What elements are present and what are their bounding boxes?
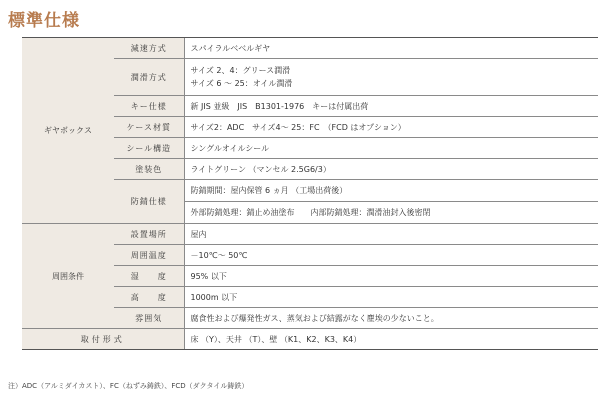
value-rust-treatment: 外部防錆処理：錆止め油塗布 内部防錆処理：潤滑油封入後密閉: [184, 202, 598, 224]
item-paint-color: 塗装色: [114, 159, 184, 180]
value-key-spec: 新 JIS 並級 JIS B1301-1976 キーは付属出荷: [184, 96, 598, 117]
item-key-spec: キー仕様: [114, 96, 184, 117]
item-reduction-method: 減速方式: [114, 38, 184, 59]
value-seal-structure: シングルオイルシール: [184, 138, 598, 159]
footnote: 注）ADC（アルミダイカスト）、FC（ねずみ鋳鉄）、FCD（ダクタイル鋳鉄）: [8, 382, 249, 390]
value-rust-period: 防錆期間：屋内保管 6 ヵ月 （工場出荷後）: [184, 180, 598, 202]
page-title: 標準仕様: [8, 11, 80, 31]
item-rust-prevention: 防錆仕様: [114, 180, 184, 224]
item-mounting-type: 取付形式: [22, 329, 184, 350]
value-lubrication-line1: サイズ 2、4：グリース潤滑: [190, 66, 291, 75]
value-atmosphere: 腐食性および爆発性ガス、蒸気および結露がなく塵埃の少ないこと。: [184, 308, 598, 329]
value-reduction-method: スパイラルベベルギヤ: [184, 38, 598, 59]
value-paint-color: ライトグリーン （マンセル 2.5G6/3）: [184, 159, 598, 180]
item-altitude: 高 度: [114, 287, 184, 308]
value-location: 屋内: [184, 224, 598, 245]
category-gearbox: ギヤボックス: [22, 38, 114, 224]
item-seal-structure: シール構造: [114, 138, 184, 159]
item-case-material: ケース材質: [114, 117, 184, 138]
item-atmosphere: 雰囲気: [114, 308, 184, 329]
value-mounting-type: 床 （Y）、天井 （T）、壁 （K1、K2、K3、K4）: [184, 329, 598, 350]
item-location: 設置場所: [114, 224, 184, 245]
table-row: [22, 329, 598, 350]
value-temperature: －10℃～ 50℃: [184, 245, 598, 266]
table-row: [22, 38, 598, 59]
value-altitude: 1000m 以下: [184, 287, 598, 308]
spec-table: [22, 37, 598, 350]
value-humidity: 95% 以下: [184, 266, 598, 287]
item-temperature: 周囲温度: [114, 245, 184, 266]
table-row: [22, 224, 598, 245]
category-environment: 周囲条件: [22, 224, 114, 329]
item-lubrication: 潤滑方式: [114, 59, 184, 96]
item-humidity: 湿 度: [114, 266, 184, 287]
value-case-material: サイズ2：ADC サイズ4～ 25：FC （FCD はオプション）: [184, 117, 598, 138]
value-lubrication: [184, 59, 598, 96]
value-lubrication-line2: サイズ 6 ～ 25：オイル潤滑: [190, 79, 293, 88]
